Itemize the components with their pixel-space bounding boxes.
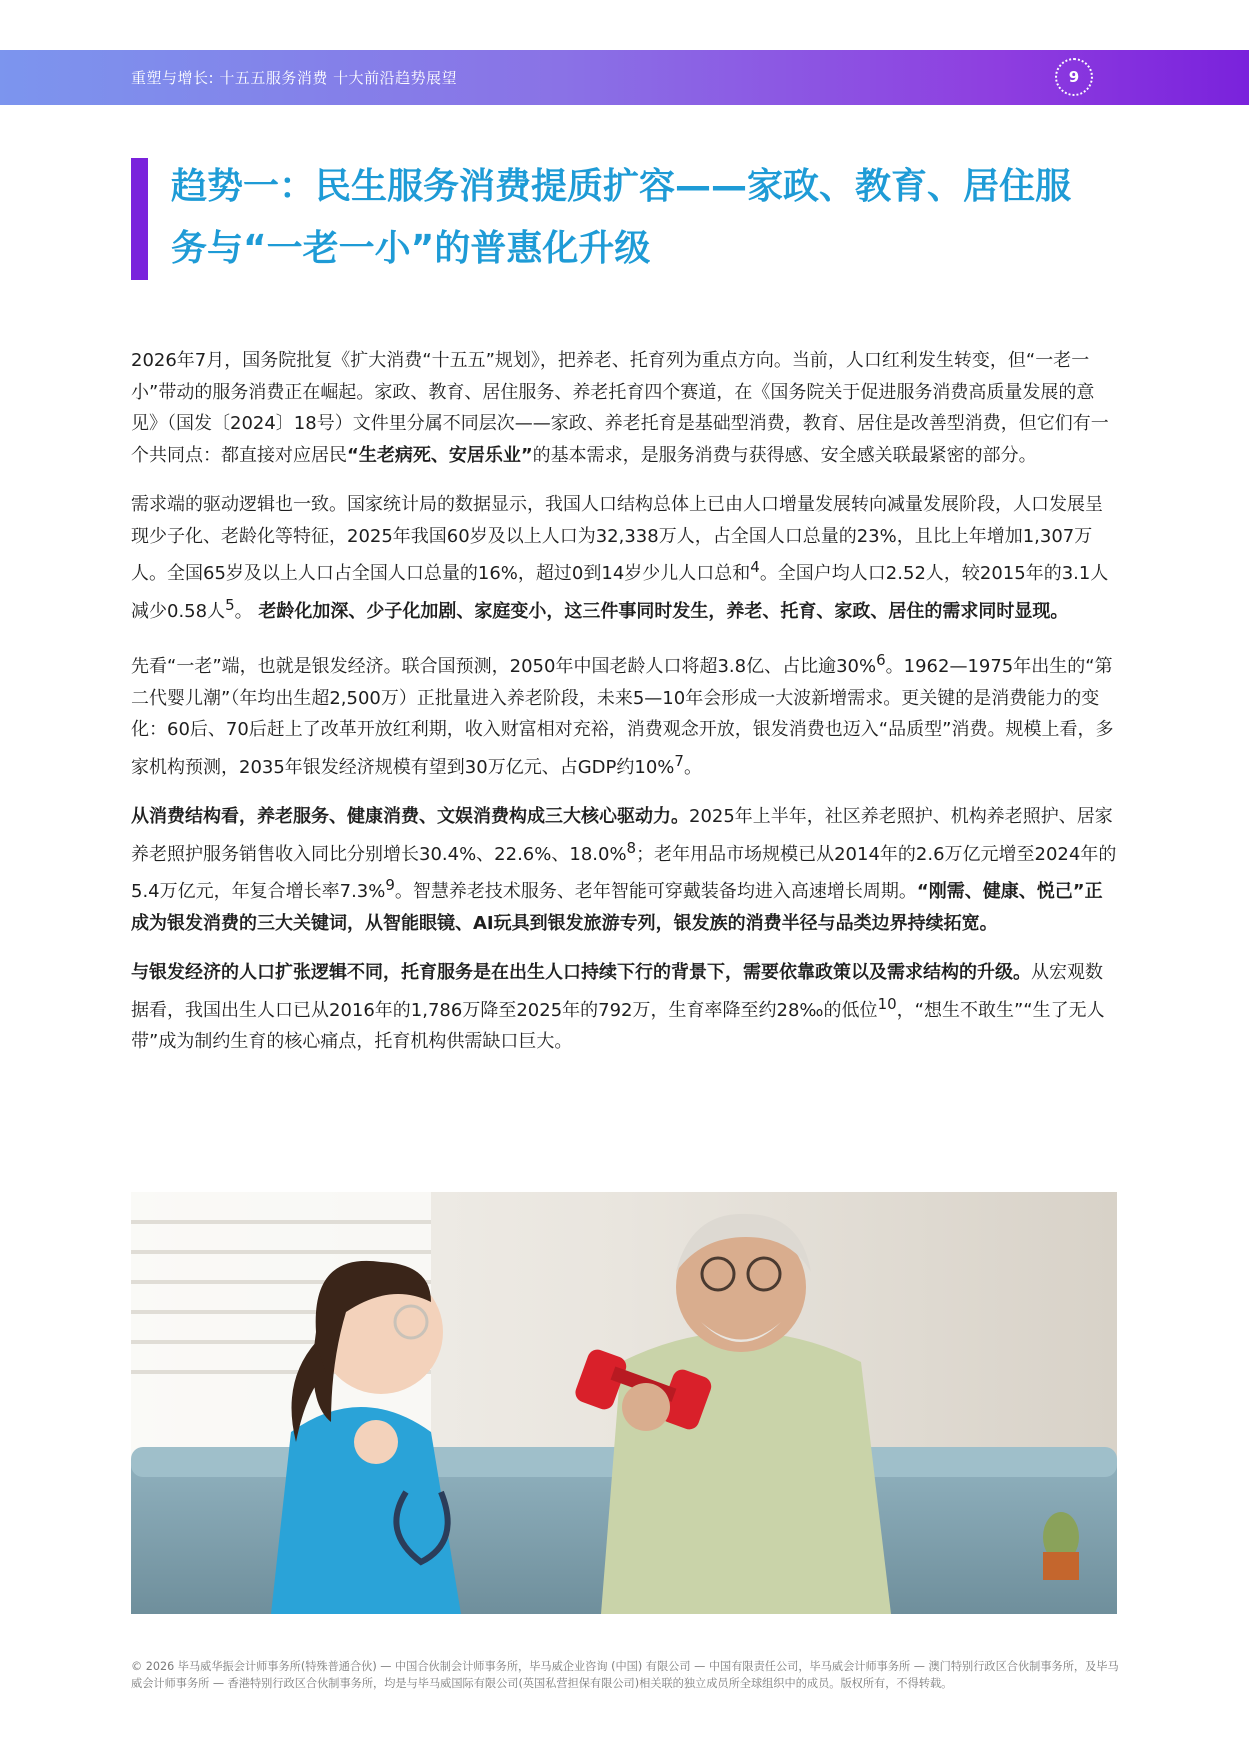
text-run: ；老年用品市场规模已从2014年的2.6万亿元增至2024年的5.4万亿元，年复合增长率7.3% [131,843,1117,902]
text-run: 先看“一老”端，也就是银发经济。联合国预测，2050年中国老龄人口将超3.8亿、占比逾30% [131,656,877,677]
report-title: 重塑与增长: 十五五服务消费 十大前沿趋势展望 [131,69,458,87]
section-title [171,156,1171,280]
man-hand [622,1383,670,1431]
footnote-ref: 6 [876,651,886,669]
paragraph-4 [131,801,1117,939]
text-run: 2026年7月，国务院批复《扩大消费“十五五”规划》，把养老、托育列为重点方向。当前，人口红利发生转变，但“一老一小”带动的服务消费正在崛起。家政、教育、居住服务、养老托育四个赛道，在《国务院关于促进服务消费高质量发展的意见》（国发〔2024〕18号）文件里分属不同层次——家政、养老托育是基础型消费，教育、居住是改善型消费，但它们有一个共同点：都直接对应居民 [131,350,1109,466]
copyright-footer: © 2026 毕马威华振会计师事务所(特殊普通合伙) — 中国合伙制会计师事务所，毕马威企业咨询 (中国) 有限公司 — 中国有限责任公司，毕马威会计师事务所 — 澳门特别行政区合伙制事务所，及毕马威会计师事务所 — 香港特别行政区合伙制事务所，均是与毕马威国际有限公司(英国私营担保有限公司)相关联的独立成员所全球组织中的成员。版权所有，不得转载。 [131,1660,1119,1690]
emphasis: 老龄化加深、少子化加剧、家庭变小，这三件事同时发生，养老、托育、家政、居住的需求同时显现。 [258,600,1069,622]
paragraph-3 [131,645,1117,783]
text-run: 的基本需求，是服务消费与获得感、安全感关联最紧密的部分。 [532,444,1037,466]
page-number-badge: 9 [1055,58,1093,96]
footnote-ref: 9 [385,876,395,894]
plant-pot [1043,1552,1079,1580]
photo-illustration [131,1192,1117,1614]
nurse-fist [354,1420,398,1464]
footnote-ref: 5 [225,595,235,614]
article-body [131,345,1117,1076]
paragraph-2 [131,489,1117,627]
footnote-ref: 7 [674,751,684,770]
text-run: 。 [234,600,259,622]
text-run: 从宏观数据看，我国出生人口已从2016年的1,786万降至2025年的792万，生育率降至约28‰的低位 [131,962,1103,1021]
man-sweater [601,1332,891,1614]
text-run: 。智慧养老技术服务、老年智能可穿戴装备均进入高速增长周期。 [394,881,917,902]
footnote-ref: 8 [626,838,637,857]
page-header [0,50,1249,105]
caregiver-elderly-photo [131,1192,1117,1614]
emphasis: 与银发经济的人口扩张逻辑不同，托育服务是在出生人口持续下行的背景下，需要依靠政策以及需求结构的升级。 [131,962,1031,983]
section-title-line-2: 务与“一老一小”的普惠化升级 [171,228,651,269]
text-run: 。 [683,756,702,778]
section-title-line-1: 趋势一：民生服务消费提质扩容——家政、教育、居住服 [171,166,1072,207]
text-run: 2025年上半年，社区养老照护、机构养老照护、居家养老照护服务销售收入同比分别增长30.4%、22.6%、18.0% [131,806,1113,865]
text-run: 。全国户均人口2.52人，较2015年的3.1人减少0.58人 [131,563,1109,622]
paragraph-1 [131,345,1117,471]
heading-accent-bar [131,158,148,280]
footnote-ref: 10 [877,994,897,1013]
text-run: 需求端的驱动逻辑也一致。国家统计局的数据显示，我国人口结构总体上已由人口增量发展转向减量发展阶段，人口发展呈现少子化、老龄化等特征，2025年我国60岁及以上人口为32,338万人，占全国人口总量的23%，且比上年增加1,307万人。全国65岁及以上人口占全国人口总量的16%，超过0到14岁少儿人口总和 [131,494,1103,584]
paragraph-5 [131,957,1117,1058]
emphasis: “生老病死、安居乐业” [347,444,533,466]
emphasis: “刚需、健康、悦己”正成为银发消费的三大关键词，从智能眼镜、AI玩具到银发旅游专列，银发族的消费半径与品类边界持续拓宽。 [131,881,1103,934]
footnote-ref: 4 [750,558,760,576]
emphasis: 从消费结构看，养老服务、健康消费、文娱消费构成三大核心驱动力。 [131,806,689,827]
text-run: 。1962—1975年出生的“第二代婴儿潮”（年均出生超2,500万）正批量进入养老阶段，未来5—10年会形成一大波新增需求。更关键的是消费能力的变化：60后、70后赶上了改革开放红利期，收入财富相对充裕，消费观念开放，银发消费也迈入“品质型”消费。规模上看，多家机构预测，2035年银发经济规模有望到30万亿元、占GDP约10% [131,656,1114,778]
text-run: ，“想生不敢生”“生了无人带”成为制约生育的核心痛点，托育机构供需缺口巨大。 [131,999,1105,1052]
